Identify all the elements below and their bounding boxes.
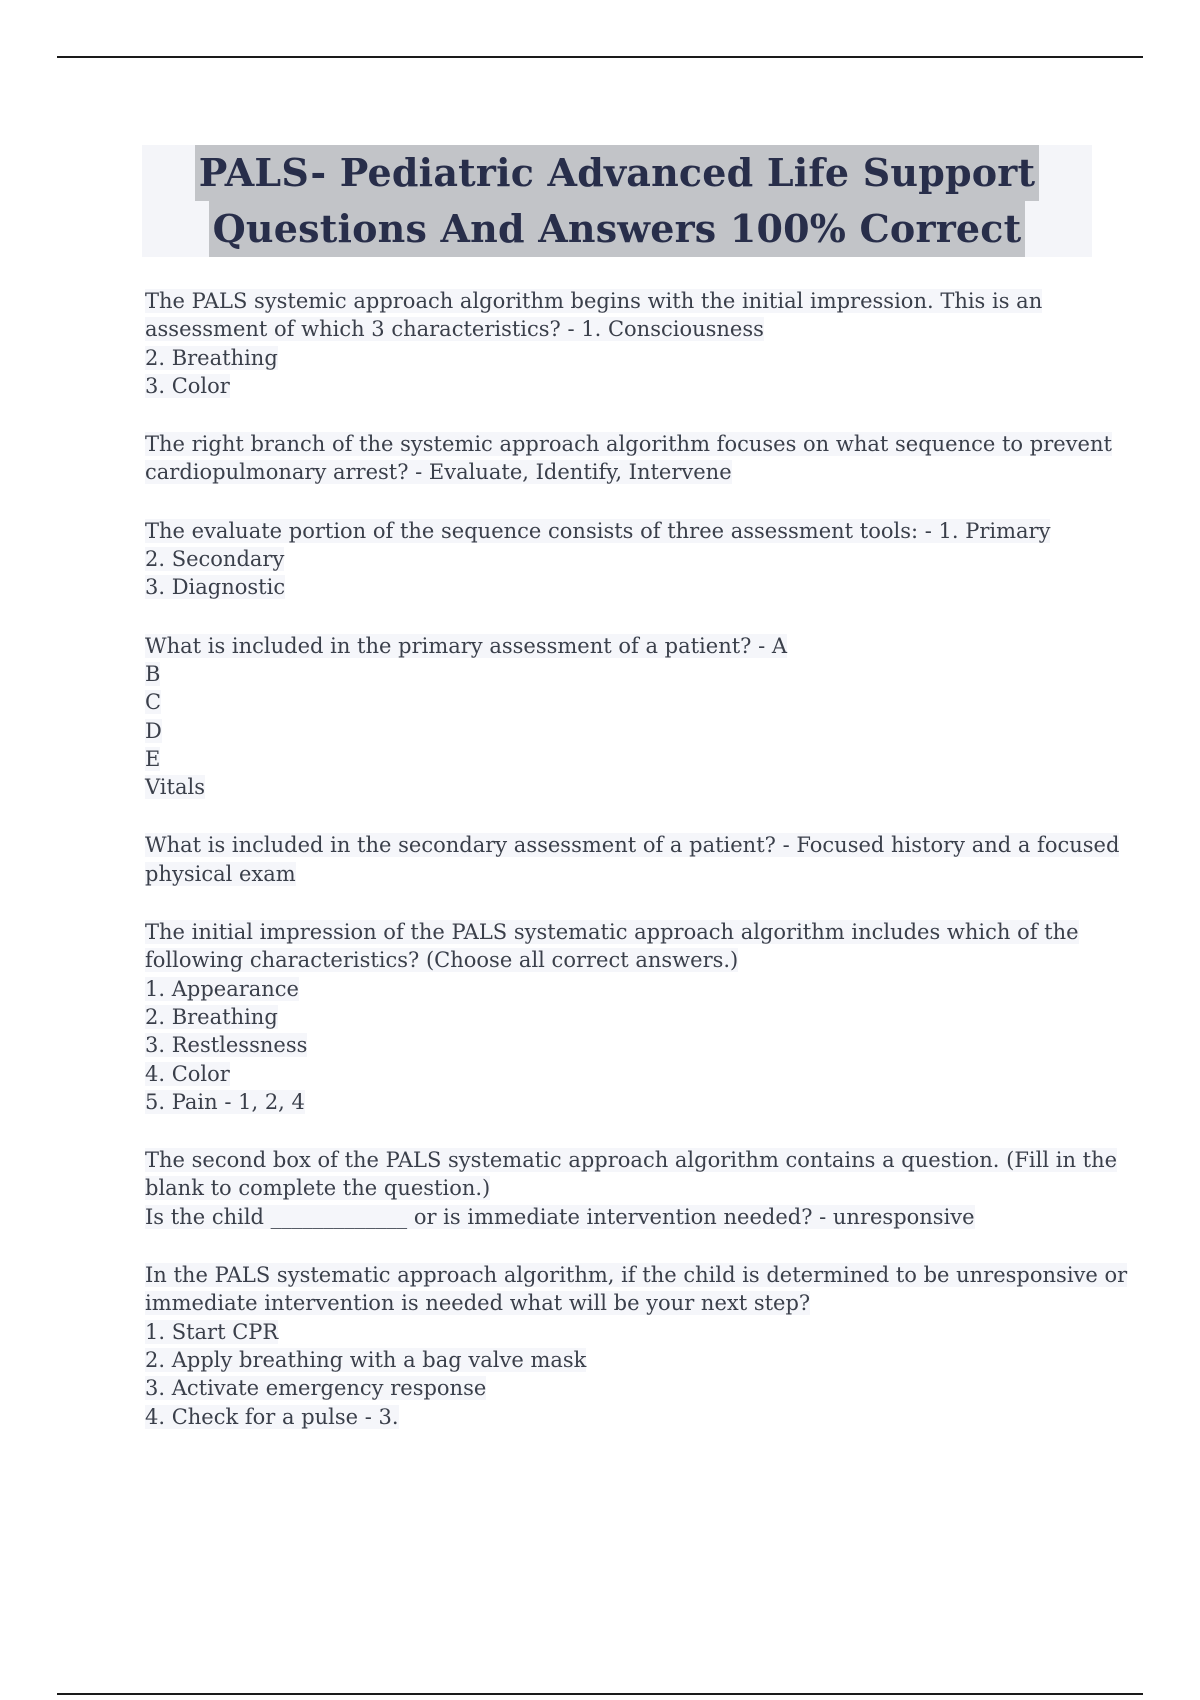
qa-line-text: assessment of which 3 characteristics? - 1. Consciousness: [145, 317, 764, 342]
qa-line-text: The right branch of the systemic approach algorithm focuses on what sequence to prevent: [145, 432, 1112, 457]
qa-line: [145, 430, 1145, 458]
qa-line: [145, 975, 1145, 1003]
qa-item: [145, 517, 1145, 602]
qa-line: [145, 860, 1145, 888]
qa-line: [145, 1146, 1145, 1174]
qa-line-text: E: [145, 746, 161, 771]
qa-line: [145, 344, 1145, 372]
qa-line: [145, 545, 1145, 573]
qa-item: [145, 918, 1145, 1116]
qa-line: [145, 1318, 1145, 1346]
qa-line-text: The second box of the PALS systematic approach algorithm contains a question. (Fill in the: [145, 1148, 1118, 1173]
qa-line: [145, 1374, 1145, 1402]
qa-line: [145, 1060, 1145, 1088]
qa-line: [145, 1174, 1145, 1202]
document-title: [142, 145, 1092, 257]
qa-line-text: The PALS systemic approach algorithm begins with the initial impression. This is an: [145, 289, 1043, 313]
qa-line: [145, 458, 1145, 486]
qa-line-text: 2. Secondary: [145, 547, 285, 572]
qa-line: [145, 745, 1145, 773]
qa-line-text: blank to complete the question.): [145, 1176, 491, 1201]
qa-line-text: 3. Color: [145, 373, 230, 398]
qa-line-text: What is included in the primary assessment of a patient? - A: [145, 633, 788, 658]
qa-line-text: 3. Restlessness: [145, 1033, 308, 1058]
qa-line-text: 2. Apply breathing with a bag valve mask: [145, 1347, 587, 1372]
title-line-1: PALS- Pediatric Advanced Life Support: [195, 145, 1040, 201]
qa-line-text: 5. Pain - 1, 2, 4: [145, 1089, 305, 1114]
qa-line: [145, 573, 1145, 601]
qa-line-text: 1. Appearance: [145, 976, 299, 1001]
qa-line: [145, 517, 1145, 545]
qa-line: [145, 773, 1145, 801]
qa-line-text: Is the child _____________ or is immediate intervention needed? - unresponsive: [145, 1204, 975, 1229]
qa-line: [145, 1346, 1145, 1374]
qa-line: [145, 315, 1145, 343]
qa-line-text: 3. Diagnostic: [145, 575, 286, 600]
qa-item: [145, 831, 1145, 888]
qa-line: [145, 717, 1145, 745]
footer-rule: [57, 1693, 1143, 1695]
qa-item: [145, 1261, 1145, 1431]
qa-line: [145, 1289, 1145, 1317]
qa-item: [145, 287, 1145, 400]
header-rule: [57, 56, 1143, 58]
qa-line: [145, 372, 1145, 400]
qa-line-text: The initial impression of the PALS systematic approach algorithm includes which of the: [145, 920, 1079, 945]
qa-line-text: following characteristics? (Choose all correct answers.): [145, 948, 739, 973]
qa-line: [145, 831, 1145, 859]
qa-line-text: C: [145, 690, 162, 715]
qa-item: [145, 1146, 1145, 1231]
qa-line-text: The evaluate portion of the sequence consists of three assessment tools: - 1. Primary: [145, 518, 1051, 543]
qa-line: [145, 632, 1145, 660]
qa-line-text: Vitals: [145, 775, 205, 800]
qa-line: [145, 1261, 1145, 1289]
qa-line-text: B: [145, 661, 161, 686]
qa-line: [145, 1031, 1145, 1059]
qa-line-text: D: [145, 718, 162, 743]
qa-item: [145, 632, 1145, 802]
qa-line: [145, 1003, 1145, 1031]
qa-line: [145, 946, 1145, 974]
qa-line: [145, 287, 1145, 315]
qa-line: [145, 1088, 1145, 1116]
qa-line-text: What is included in the secondary assessment of a patient? - Focused history and a focused: [145, 833, 1120, 858]
qa-line: [145, 918, 1145, 946]
qa-line-text: 4. Check for a pulse - 3.: [145, 1404, 399, 1429]
qa-line-text: physical exam: [145, 861, 296, 886]
qa-line-text: In the PALS systematic approach algorithm, if the child is determined to be unresponsive or: [145, 1263, 1128, 1288]
qa-item: [145, 430, 1145, 487]
qa-line-text: 3. Activate emergency response: [145, 1376, 487, 1401]
title-line-2: Questions And Answers 100% Correct: [209, 201, 1026, 257]
qa-line-text: immediate intervention is needed what will be your next step?: [145, 1291, 811, 1316]
qa-line: [145, 1403, 1145, 1431]
qa-line: [145, 1203, 1145, 1231]
qa-line-text: 4. Color: [145, 1061, 230, 1086]
qa-line: [145, 660, 1145, 688]
qa-line-text: 1. Start CPR: [145, 1319, 279, 1344]
qa-list: [145, 287, 1145, 1461]
qa-line-text: 2. Breathing: [145, 1004, 278, 1029]
qa-line-text: cardiopulmonary arrest? - Evaluate, Identify, Intervene: [145, 460, 732, 485]
qa-line: [145, 688, 1145, 716]
qa-line-text: 2. Breathing: [145, 345, 278, 370]
